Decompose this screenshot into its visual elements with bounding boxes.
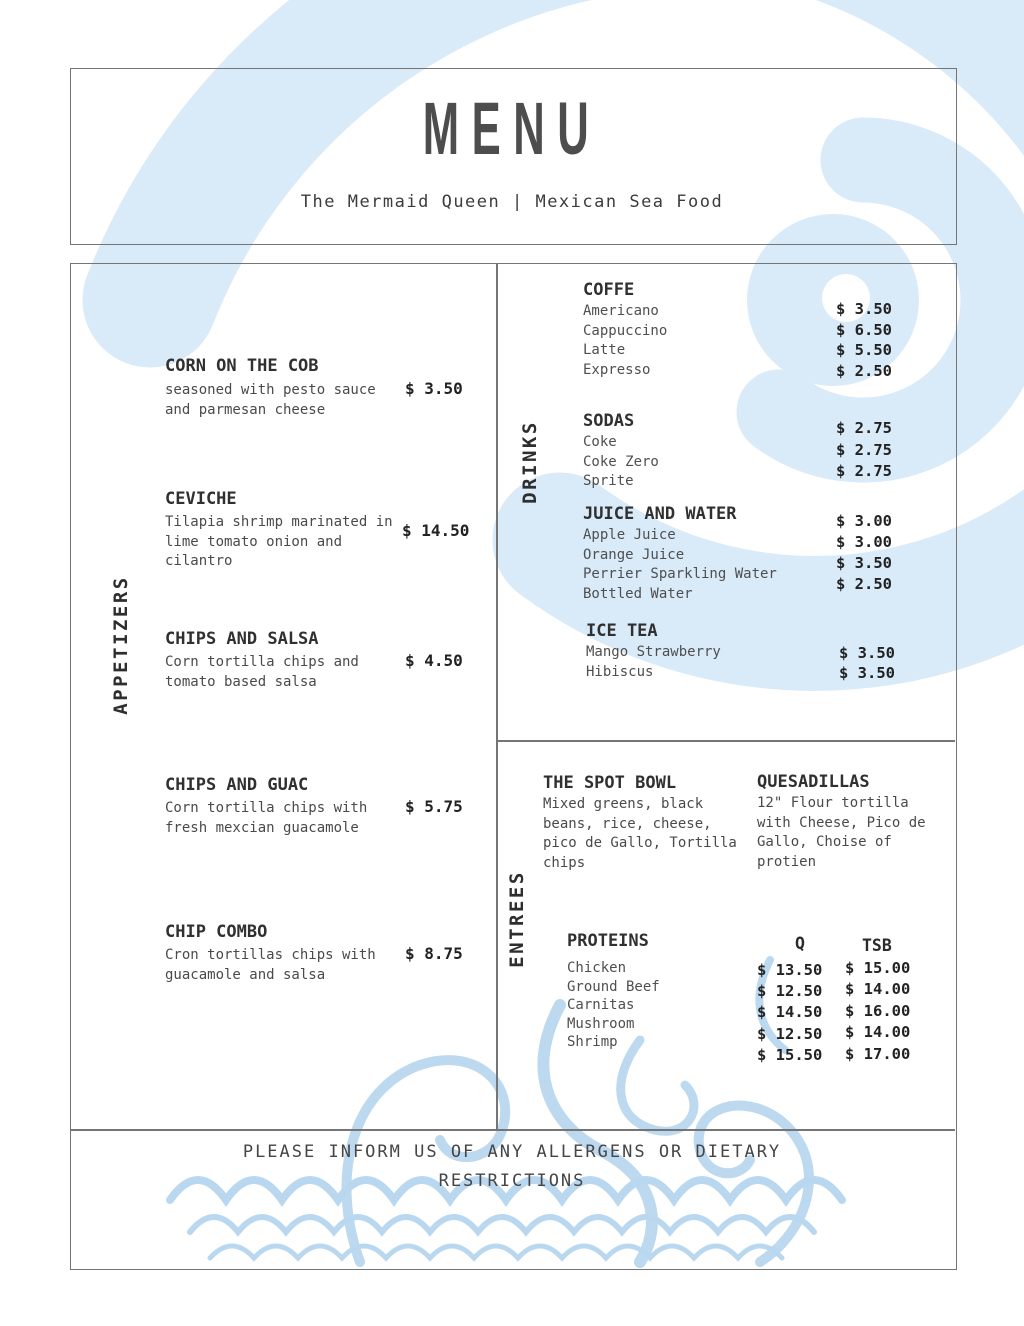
protein-item: Mushroom [567,1015,635,1032]
drink-section-name: ICE TEA [586,621,658,641]
drink-item: Expresso [583,361,651,378]
dish-name: QUESADILLAS [757,772,870,792]
price-column-q-header: Q [795,934,805,953]
menu-title [113,86,912,172]
drink-item: Coke Zero [583,453,659,470]
appetizers-section-label: APPETIZERS [110,575,132,715]
drink-section-name: SODAS [583,411,635,431]
drink-price-column [839,644,895,683]
protein-q-price: $ 13.50 [757,961,823,979]
drink-price: $ 2.50 [836,361,892,380]
protein-tsb-price: $ 16.00 [845,1001,911,1020]
item-name: CHIPS AND SALSA [165,629,319,649]
entrees-section-label: ENTREES [506,870,528,968]
column-divider [496,263,498,1129]
drink-price: $ 6.50 [836,320,892,339]
drink-price-column [836,418,892,483]
dish-desc: Mixed greens, black beans, rice, cheese, pico de Gallo, Tortilla chips [543,796,737,871]
drink-section-name: JUICE AND WATER [583,504,737,524]
drink-price: $ 3.50 [836,554,892,572]
drink-item: Cappuccino [583,322,668,339]
drink-price: $ 2.75 [836,419,892,437]
drink-section-ice-tea [586,621,721,682]
protein-item: Chicken [567,960,627,976]
drink-section-name: COFFE [583,280,635,300]
drink-price-column [836,511,892,595]
protein-tsb-price: $ 15.00 [845,959,911,977]
item-name: CORN ON THE COB [165,356,319,376]
protein-q-price: $ 12.50 [757,982,823,1001]
item-price: $ 14.50 [402,521,470,540]
drink-section-coffe [583,280,667,380]
drink-item: Mango Strawberry [586,644,721,660]
dish-desc: 12" Flour tortilla with Cheese, Pico de Gallo, Choise of protien [757,795,926,870]
protein-tsb-price: $ 14.00 [845,1023,911,1042]
drink-item: Hibiscus [586,663,654,680]
drink-item: Perrier Sparkling Water [583,566,777,582]
item-desc: seasoned with pesto sauce and parmesan cheese [165,382,376,418]
item-desc: Corn tortilla chips and tomato based salsa [165,654,359,690]
drink-price: $ 3.00 [836,512,892,530]
drink-price: $ 2.75 [836,462,892,480]
drink-item: Coke [583,434,617,450]
drink-item: Orange Juice [583,546,685,563]
footer-divider [70,1129,955,1131]
menu-title-text: MENU [422,86,602,171]
drink-price: $ 3.00 [836,533,892,551]
item-name: CEVICHE [165,489,237,509]
price-column-tsb-header: TSB [862,936,892,955]
item-price: $ 4.50 [405,651,463,670]
protein-tsb-price-column [845,958,910,1065]
item-desc: Cron tortillas chips with guacamole and salsa [165,947,376,983]
drink-price-column [836,299,892,381]
item-desc: Corn tortilla chips with fresh mexcian guacamole [165,800,368,836]
protein-item: Ground Beef [567,978,660,995]
menu-subtitle [0,192,1024,212]
dish-quesadillas [757,772,937,872]
drinks-section-label: DRINKS [519,420,541,504]
protein-q-price-column [757,960,822,1066]
drink-item: Americano [583,303,659,319]
item-name: CHIP COMBO [165,922,268,942]
allergen-note: PLEASE INFORM US OF ANY ALLERGENS OR DIETARY RESTRICTIONS [242,1142,782,1191]
drink-price: $ 2.75 [836,440,892,459]
drink-price: $ 3.50 [839,644,895,662]
item-name: CHIPS AND GUAC [165,775,309,795]
protein-items-column [567,959,660,1052]
drink-item: Apple Juice [583,527,676,543]
protein-tsb-price: $ 14.00 [845,980,911,999]
protein-item: Shrimp [567,1034,618,1050]
protein-item: Carnitas [567,997,635,1013]
menu-subtitle-text: The Mermaid Queen | Mexican Sea Food [300,192,724,212]
dish-name: THE SPOT BOWL [543,773,677,793]
drink-section-sodas [583,411,659,492]
item-price: $ 8.75 [405,944,463,963]
drink-item: Bottled Water [583,585,693,602]
drink-price: $ 3.50 [836,300,892,318]
drink-price: $ 3.50 [839,663,895,682]
drink-item: Sprite [583,473,634,489]
protein-tsb-price: $ 17.00 [845,1044,911,1063]
item-desc: Tilapia shrimp marinated in lime tomato onion and cilantro [165,514,393,569]
drink-item: Latte [583,342,626,358]
protein-q-price: $ 14.50 [757,1003,823,1022]
item-price: $ 5.75 [405,797,463,816]
drinks-entrees-divider [496,740,955,742]
item-price: $ 3.50 [405,379,463,398]
protein-q-price: $ 12.50 [757,1024,823,1043]
drink-section-juice-water [583,504,777,604]
protein-q-price: $ 15.50 [757,1045,823,1064]
drink-price: $ 2.50 [836,575,892,593]
proteins-heading: PROTEINS [567,931,649,951]
dish-spot-bowl [543,773,745,873]
drink-price: $ 5.50 [836,341,892,359]
